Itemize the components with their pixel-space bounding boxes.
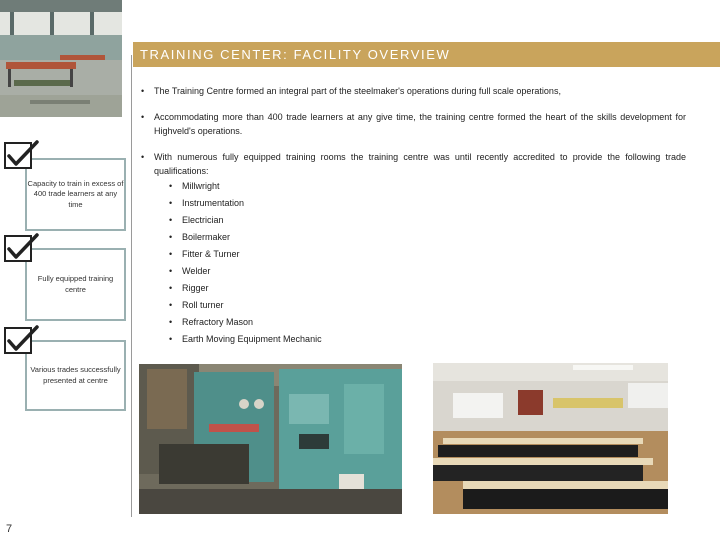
trade-item: • Roll turner [169,300,224,310]
trade-item: • Electrician [169,215,224,225]
bullet-item: • With numerous fully equipped training rooms the training centre was until recently accredited to provide the following trade qualifications: [141,152,686,176]
classroom-photo [433,363,668,514]
trade-item: • Welder [169,266,211,276]
trade-item: • Refractory Mason [169,317,254,327]
bullet-list [141,84,686,178]
trade-item: • Boilermaker [169,232,231,242]
checkbox-checked-icon [4,325,40,355]
checkbox-checked-icon [4,140,40,170]
highlight-card [25,158,126,231]
highlight-card [25,248,126,321]
vertical-divider [131,55,132,517]
page-title: TRAINING CENTER: FACILITY OVERVIEW [140,47,451,62]
highlight-text: Various trades successfully presented at centre [30,365,121,385]
highlight-text: Fully equipped training centre [37,274,114,294]
bullet-item: • Accommodating more than 400 trade learners at any give time, the training centre formed the heart of the skills development for Highveld's operations. [141,112,686,136]
highlight-text: Capacity to train in excess of 400 trade learners at any time [27,178,124,209]
trade-item: • Millwright [169,181,220,191]
trade-item: • Earth Moving Equipment Mechanic [169,334,322,344]
trade-item: • Rigger [169,283,209,293]
bullet-item: • The Training Centre formed an integral part of the steelmaker's operations during full scale operations, [141,86,561,96]
control-panel-photo [139,364,402,514]
bullet-text: Accommodating more than 400 trade learners at any give time, the training centre formed the heart of the skills development for Highveld's operations. [154,112,686,136]
bullet-text: The Training Centre formed an integral part of the steelmaker's operations during full scale operations, [154,86,561,96]
highlight-card [25,340,126,411]
page-number: 7 [6,523,13,535]
checkbox-checked-icon [4,233,40,263]
workshop-photo [0,0,122,117]
bullet-text: With numerous fully equipped training rooms the training centre was until recently accredited to provide the following trade qualifications: [154,152,686,176]
trade-item: • Instrumentation [169,198,245,208]
trade-item: • Fitter & Turner [169,249,240,259]
